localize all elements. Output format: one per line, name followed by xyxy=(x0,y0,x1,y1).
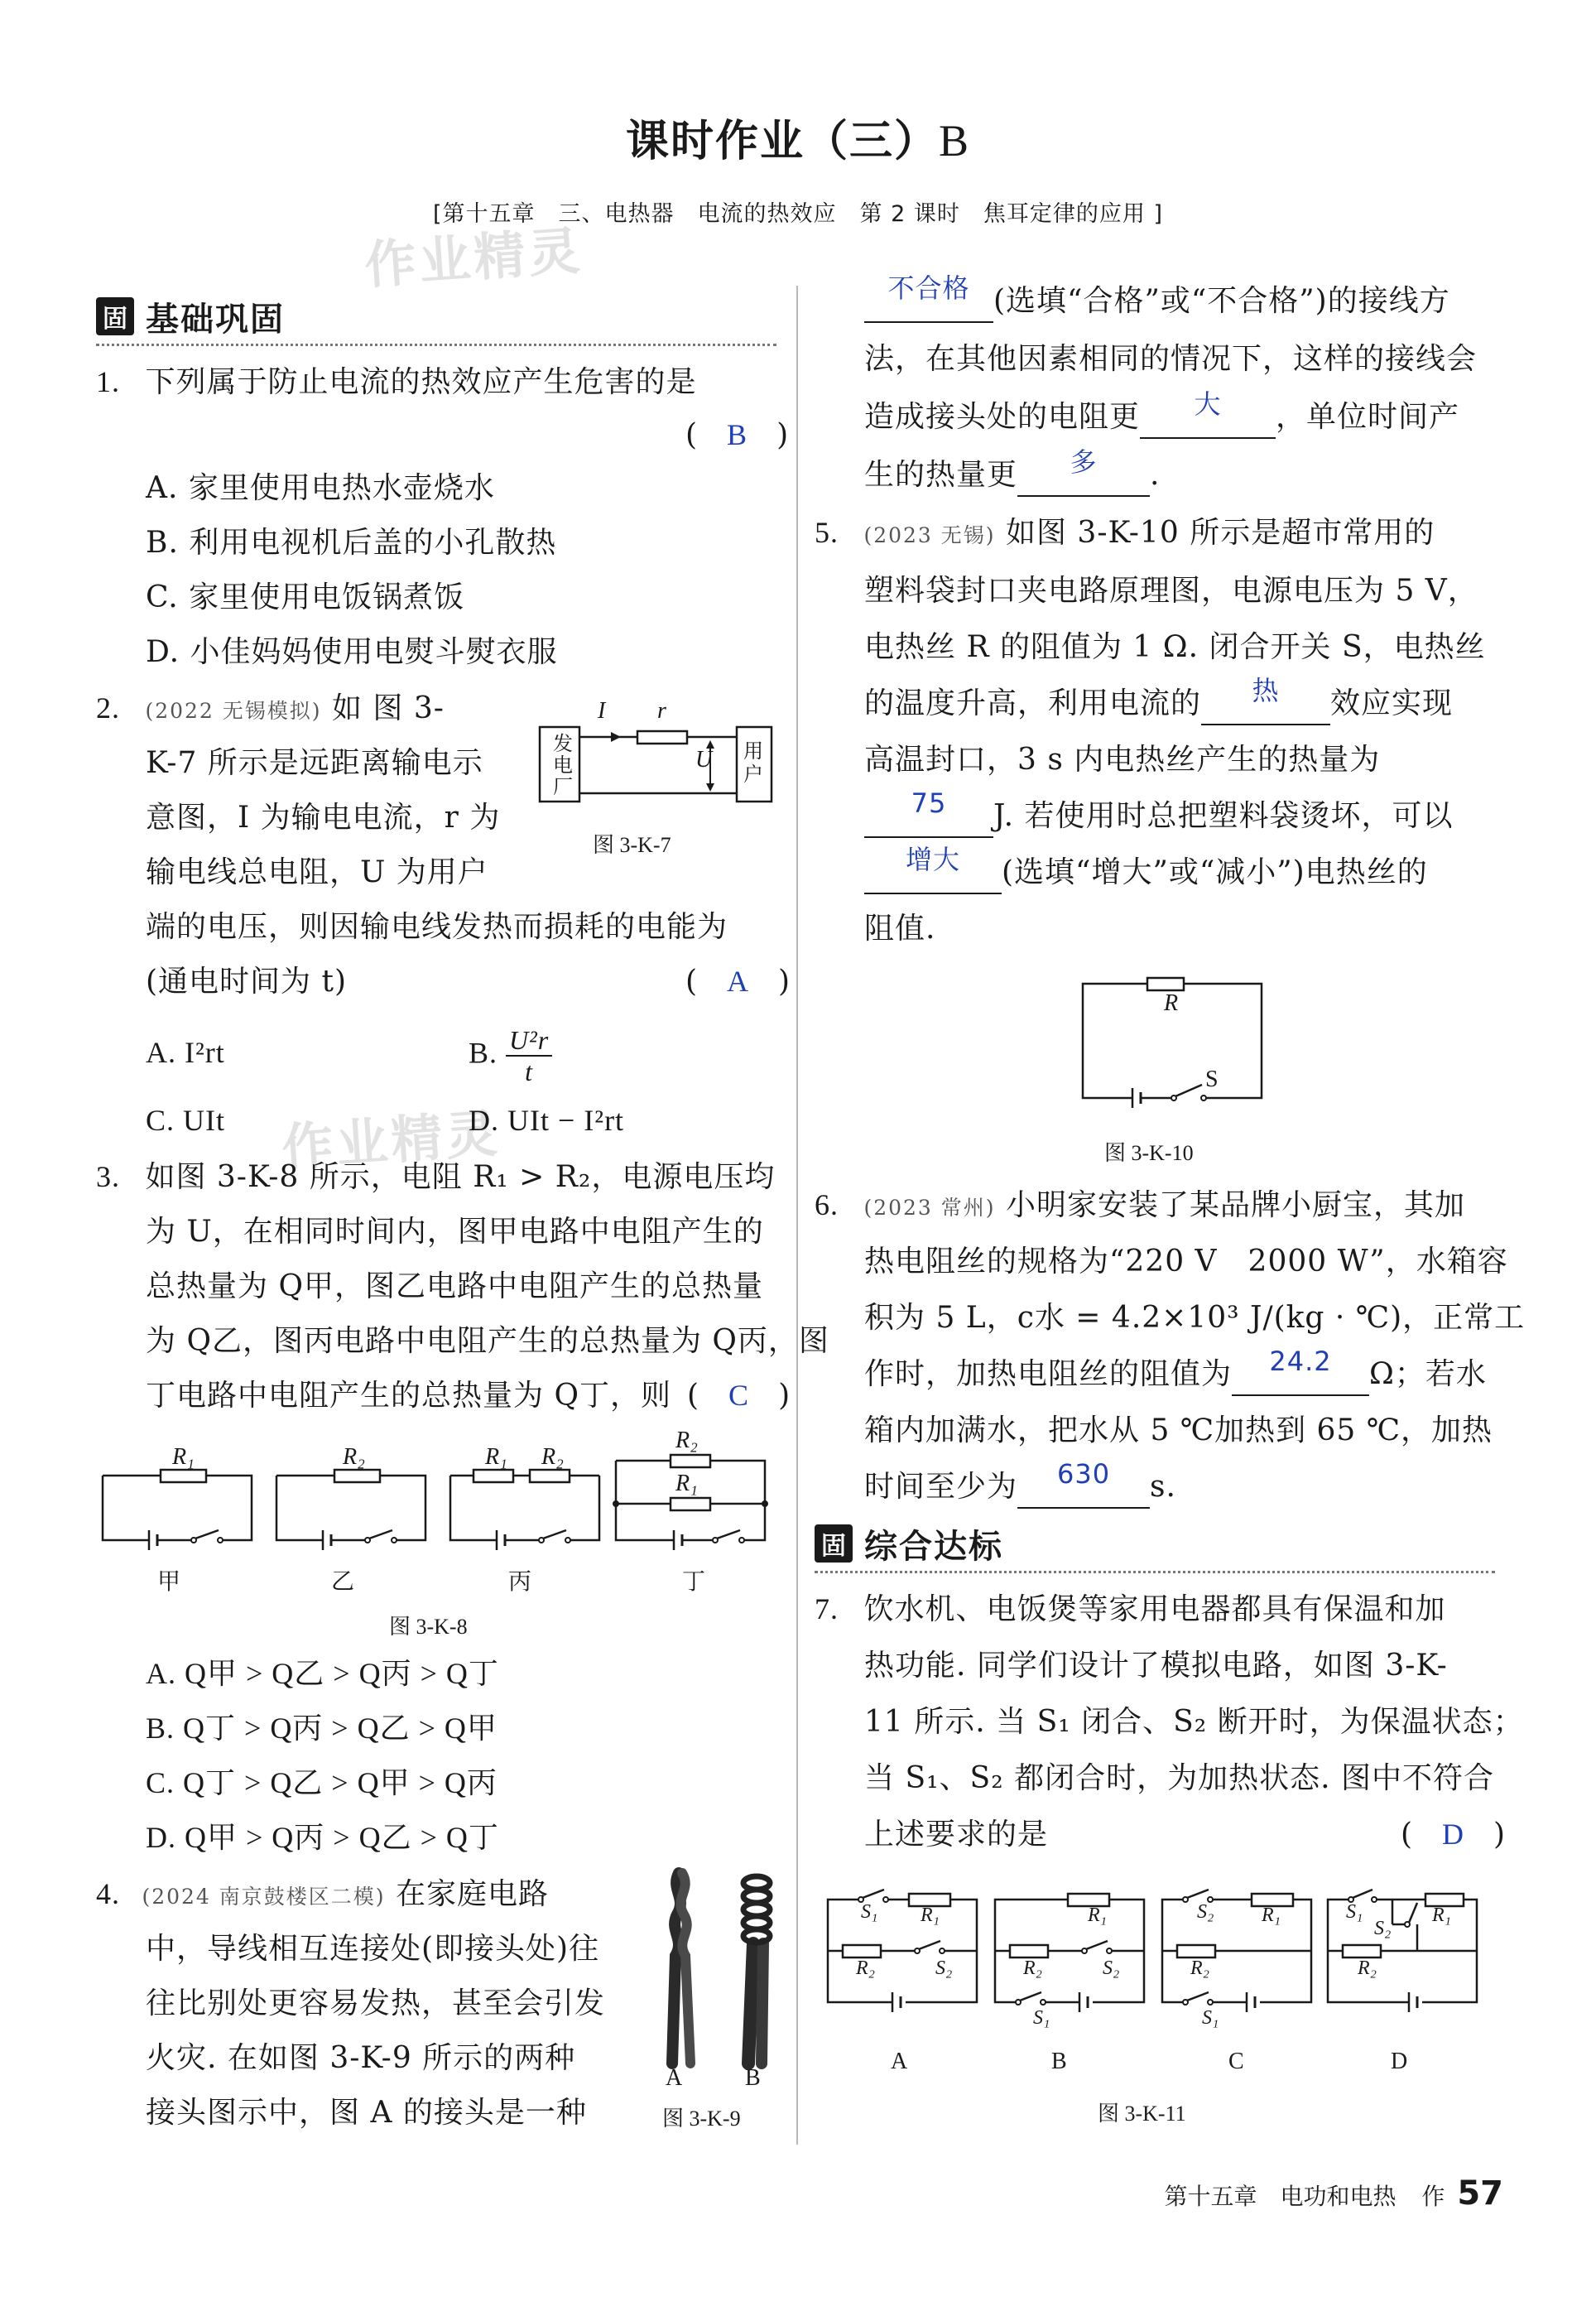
option: B. 利用电视机后盖的小孔散热 xyxy=(146,526,557,560)
question-number: 3. xyxy=(96,1160,120,1193)
comp-label: R₁ xyxy=(1432,1904,1452,1926)
comp-label: R₂ xyxy=(1190,1957,1210,1979)
question-number: 4. xyxy=(96,1877,120,1910)
footer-chapter: 第十五章 电功和电热 xyxy=(1164,2183,1396,2210)
circuit-label: 乙 xyxy=(331,1567,355,1595)
question-text: 作时，加热电阻丝的阻值为 xyxy=(864,1357,1233,1391)
question-source: (2022 无锡模拟) xyxy=(145,699,322,723)
option: A. I²rt xyxy=(146,1036,225,1069)
column-divider xyxy=(796,286,798,2145)
fig-label-U: U xyxy=(695,747,713,773)
question-text: 在家庭电路 xyxy=(395,1877,549,1911)
comp-label: S₂ xyxy=(935,1957,953,1979)
section-label: 综合达标 xyxy=(864,1527,1003,1566)
option: D. 小佳妈妈使用电熨斗熨衣服 xyxy=(146,635,558,669)
question-text: 效应实现 xyxy=(1330,686,1454,720)
question-text: 往比别处更容易发热，甚至会引发 xyxy=(146,1986,606,2020)
question-text: s. xyxy=(1150,1470,1176,1504)
option: D. Q甲 > Q丙 > Q乙 > Q丁 xyxy=(146,1821,499,1854)
question-number: 7. xyxy=(815,1592,839,1625)
question-text xyxy=(864,845,1428,900)
question-text: 时间至少为 xyxy=(864,1470,1018,1504)
page-footer xyxy=(1164,2174,1503,2213)
question-text: K-7 所示是远距离输电示 xyxy=(146,746,483,780)
figure-3-k-9 xyxy=(646,1865,778,2072)
question-text: 热电阻丝的规格为“220 V 2000 W”，水箱容 xyxy=(864,1245,1508,1278)
circuit-label: 丙 xyxy=(508,1567,532,1595)
question-text: 上述要求的是 xyxy=(864,1818,1049,1852)
watermark: 作业精灵 xyxy=(280,1102,502,1179)
question-text: 如图 3-K-8 所示，电阻 R₁ > R₂，电源电压均 xyxy=(145,1160,776,1194)
wire-joint-b xyxy=(743,1876,770,2063)
question-text: 箱内加满水，把水从 5 ℃加热到 65 ℃，加热 xyxy=(864,1413,1493,1447)
comp-label: S₁ xyxy=(1033,2007,1050,2029)
circuit-label: C xyxy=(1228,2049,1244,2074)
question-7 xyxy=(815,1582,1445,1637)
question-number: 5. xyxy=(815,516,839,549)
comp-label: R₁ xyxy=(1262,1904,1281,1926)
heater-resistor xyxy=(1147,978,1184,990)
question-text: 总热量为 Q甲，图乙电路中电阻产生的总热量 xyxy=(146,1269,763,1303)
circuit-label: D xyxy=(1391,2049,1408,2074)
resistor-label: R₁ xyxy=(485,1444,507,1470)
question-text: Ω；若水 xyxy=(1369,1357,1487,1391)
answer-value: B xyxy=(727,418,748,451)
figure-3-k-8 xyxy=(103,1451,773,1567)
question-text: 法，在其他因素相同的情况下，这样的接线会 xyxy=(864,342,1478,376)
question-text: 如 图 3- xyxy=(331,691,445,725)
question-text: 电热丝 R 的阻值为 1 Ω. 闭合开关 S，电热丝 xyxy=(864,630,1486,664)
answer-bracket: ( C ) xyxy=(687,1379,791,1413)
answer-value: C xyxy=(728,1379,749,1412)
circuit-option-b xyxy=(995,1894,1144,2012)
question-text: 接头图示中，图 A 的接头是一种 xyxy=(146,2096,587,2130)
fig-label-R: R xyxy=(1164,990,1179,1016)
comp-label: S₂ xyxy=(1103,1957,1120,1979)
option: C. 家里使用电饭锅煮饭 xyxy=(146,580,465,614)
section-badge: 固 xyxy=(96,297,134,335)
comp-label: R₂ xyxy=(1358,1957,1377,1979)
question-text xyxy=(864,788,1454,844)
comp-label: R₁ xyxy=(1088,1904,1108,1926)
answer-blank xyxy=(864,272,993,323)
question-text: 造成接头处的电阻更 xyxy=(864,400,1141,434)
section-rule xyxy=(96,344,776,346)
question-text: 饮水机、电饭煲等家用电器都具有保温和加 xyxy=(863,1592,1446,1626)
comp-label: S₂ xyxy=(1374,1918,1392,1939)
question-3 xyxy=(96,1149,775,1205)
question-text: 意图，I 为输电电流，r 为 xyxy=(146,801,501,835)
comp-label: S₂ xyxy=(1197,1901,1214,1923)
question-text: 小明家安装了某品牌小厨宝，其加 xyxy=(1005,1188,1465,1222)
question-1 xyxy=(96,354,696,410)
section-comprehensive xyxy=(815,1517,1495,1570)
current-arrow xyxy=(611,732,621,742)
page-number: 57 xyxy=(1457,2174,1503,2213)
question-text: 端的电压，则因输电线发热而损耗的电能为 xyxy=(146,910,728,944)
figure-caption: 图 3-K-10 xyxy=(1104,1141,1194,1165)
answer-value: 24.2 xyxy=(1269,1346,1332,1377)
answer-blank xyxy=(1232,1346,1369,1396)
resistor-label: R₁ xyxy=(675,1471,698,1496)
answer-blank xyxy=(1017,446,1150,497)
circuit-bing xyxy=(450,1470,599,1550)
question-text: 的温度升高，利用电流的 xyxy=(864,686,1202,720)
circuit-yi xyxy=(276,1470,425,1550)
question-text: 塑料袋封口夹电路原理图，电源电压为 5 V， xyxy=(864,574,1478,608)
answer-blank xyxy=(864,787,993,838)
title-suffix: B xyxy=(938,116,971,166)
section-rule xyxy=(815,1571,1495,1573)
footer-mark: 作 xyxy=(1421,2183,1445,2210)
fig-label-source: 发电厂 xyxy=(553,732,573,798)
answer-value: 多 xyxy=(1070,446,1098,478)
circuit-label: 甲 xyxy=(157,1567,181,1595)
question-text xyxy=(864,1346,1487,1402)
option: A. Q甲 > Q乙 > Q丙 > Q丁 xyxy=(146,1657,499,1690)
section-badge: 固 xyxy=(815,1524,853,1563)
option-letter: B. xyxy=(469,1036,498,1070)
fraction-numerator: U²r xyxy=(506,1025,552,1057)
question-source: (2023 常州) xyxy=(863,1196,996,1220)
resistor-label: R₂ xyxy=(343,1444,365,1470)
question-text: 积为 5 L，c水 = 4.2×10³ J/(kg · ℃)，正常工 xyxy=(864,1301,1526,1335)
answer-value: 不合格 xyxy=(887,272,970,304)
answer-blank xyxy=(1140,388,1276,439)
question-text: 中，导线相互连接处(即接头处)往 xyxy=(146,1932,600,1966)
question-text xyxy=(864,389,1459,445)
question-2 xyxy=(96,681,445,739)
comp-label: R₂ xyxy=(856,1957,876,1979)
question-text: (选填“合格”或“不合格”)的接线方 xyxy=(993,284,1450,318)
circuit-ding xyxy=(613,1455,768,1550)
option: A. 家里使用电热水壶烧水 xyxy=(146,471,495,505)
question-text: ，单位时间产 xyxy=(1276,400,1460,434)
line-resistor xyxy=(637,731,687,744)
option: C. UIt xyxy=(146,1104,225,1137)
question-text xyxy=(864,273,1450,329)
fig-label: B xyxy=(745,2065,761,2091)
answer-bracket: ( B ) xyxy=(685,418,789,452)
question-text: 当 S₁、S₂ 都闭合时，为加热状态. 图中不符合 xyxy=(864,1761,1494,1795)
question-text: 为 Q乙，图丙电路中电阻产生的总热量为 Q丙，图 xyxy=(146,1324,829,1358)
question-text: 为 U，在相同时间内，图甲电路中电阻产生的 xyxy=(146,1215,764,1249)
comp-label: R₁ xyxy=(921,1904,940,1926)
comp-label: S₁ xyxy=(1202,2007,1219,2029)
answer-bracket: ( A ) xyxy=(685,965,791,999)
circuit-label: A xyxy=(891,2049,908,2074)
question-text: (通电时间为 t) xyxy=(146,965,348,999)
answer-blank xyxy=(1201,675,1330,725)
fraction-denominator: t xyxy=(525,1057,534,1086)
chapter-subtitle: [第十五章 三、电热器 电流的热效应 第 2 课时 焦耳定律的应用 ] xyxy=(433,201,1163,227)
question-text: 热功能. 同学们设计了模拟电路，如图 3-K- xyxy=(864,1649,1448,1683)
question-text xyxy=(864,1459,1176,1514)
answer-value: 大 xyxy=(1194,388,1222,420)
answer-value: 630 xyxy=(1056,1458,1111,1490)
question-source: (2024 南京鼓楼区二模) xyxy=(142,1885,386,1909)
title-text: 课时作业（三） xyxy=(625,117,939,166)
question-5 xyxy=(815,505,1435,563)
fraction xyxy=(506,1025,552,1086)
question-source: (2023 无锡) xyxy=(863,523,996,547)
question-text: 11 所示. 当 S₁ 闭合、S₂ 断开时，为保温状态； xyxy=(864,1705,1524,1739)
wire-joint-a xyxy=(672,1873,690,2063)
figure-caption: 图 3-K-11 xyxy=(1098,2102,1186,2126)
comp-label: S₁ xyxy=(861,1901,878,1923)
resistor-label: R₂ xyxy=(541,1444,564,1470)
answer-value: 增大 xyxy=(905,844,960,875)
resistor-label: R₂ xyxy=(675,1428,698,1453)
answer-value: 75 xyxy=(911,787,947,819)
circuit-option-c xyxy=(1162,1890,1311,2012)
question-6 xyxy=(815,1177,1465,1235)
watermark: 作业精灵 xyxy=(363,219,585,296)
question-4 xyxy=(96,1866,549,1924)
figure-caption: 图 3-K-9 xyxy=(662,2107,741,2131)
circuit-label: B xyxy=(1051,2049,1067,2074)
question-number: 1. xyxy=(96,365,120,398)
fig-label: A xyxy=(666,2065,683,2091)
fig-label-user: 用户 xyxy=(743,739,763,786)
question-text: 高温封口，3 s 内电热丝产生的热量为 xyxy=(864,743,1381,777)
figure-caption: 图 3-K-7 xyxy=(593,833,671,857)
question-text: 阻值. xyxy=(864,912,936,946)
fig-label-r: r xyxy=(657,698,666,724)
option xyxy=(469,1025,552,1086)
question-text: 生的热量更 多 . xyxy=(864,447,1160,503)
question-text: 火灾. 在如图 3-K-9 所示的两种 xyxy=(146,2041,576,2075)
option: B. Q丁 > Q丙 > Q乙 > Q甲 xyxy=(146,1712,498,1745)
question-text: 生的热量更 xyxy=(864,458,1018,492)
option: D. UIt − I²rt xyxy=(469,1104,625,1137)
switch xyxy=(1175,1085,1202,1096)
answer-blank xyxy=(1017,1458,1150,1509)
answer-bracket: ( D ) xyxy=(1401,1818,1506,1852)
page-title xyxy=(0,106,1596,168)
fig-label-S: S xyxy=(1205,1067,1219,1092)
question-number: 2. xyxy=(96,691,120,725)
question-number: 6. xyxy=(815,1188,839,1221)
fig-label-I: I xyxy=(598,698,606,724)
question-text: J. 若使用时总把塑料袋烫坏，可以 xyxy=(993,799,1454,833)
answer-value: A xyxy=(727,965,749,998)
comp-label: S₁ xyxy=(1346,1901,1363,1923)
circuit-option-a xyxy=(828,1890,977,2012)
question-text: 如图 3-K-10 所示是超市常用的 xyxy=(1005,516,1435,550)
circuit-label: 丁 xyxy=(682,1567,706,1595)
question-text: 下列属于防止电流的热效应产生危害的是 xyxy=(145,365,697,399)
question-text: 输电线总电阻，U 为用户 xyxy=(146,855,488,889)
answer-value: 热 xyxy=(1252,675,1280,706)
circuit-jia xyxy=(103,1470,252,1550)
figure-caption: 图 3-K-8 xyxy=(389,1615,468,1639)
section-label: 基础巩固 xyxy=(146,300,285,339)
question-text: 丁电路中电阻产生的总热量为 Q丁，则 xyxy=(146,1379,671,1413)
section-basic xyxy=(96,290,776,343)
comp-label: R₂ xyxy=(1023,1957,1043,1979)
option: C. Q丁 > Q乙 > Q甲 > Q丙 xyxy=(146,1766,498,1799)
question-text: (选填“增大”或“减小”)电热丝的 xyxy=(1002,855,1428,889)
resistor-label: R₁ xyxy=(172,1444,195,1470)
question-text xyxy=(864,676,1453,731)
answer-value: D xyxy=(1442,1818,1464,1851)
answer-blank xyxy=(864,844,1002,894)
